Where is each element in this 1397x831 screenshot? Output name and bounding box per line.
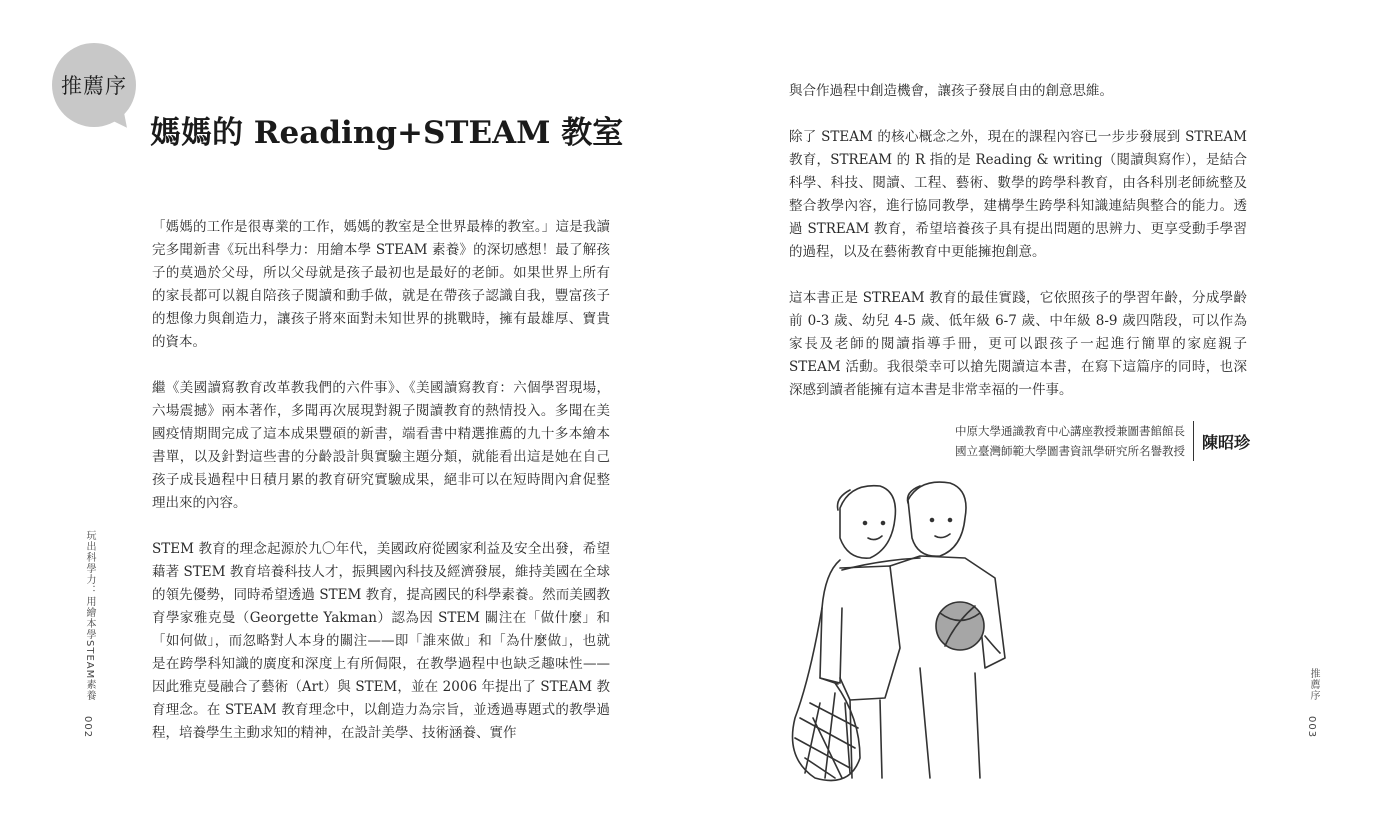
author-signature [930,421,1250,461]
two-boys-illustration-icon [780,478,1030,788]
section-sidebar: 推薦序 [1308,668,1319,701]
right-column [789,80,1247,425]
author-name: 陳昭珍 [1201,432,1250,452]
page-title: 媽媽的 Reading+STEAM 教室 [150,115,624,151]
paragraph: 「媽媽的工作是很專業的工作，媽媽的教室是全世界最棒的教室。」這是我讀完多聞新書《玩出科學力：用繪本學 STEAM 素養》的深切感想！最了解孩子的莫過於父母，所以父母就是孩子最初也是最好的老師。如果世界上所有的家長都可以親自陪孩子閱讀和動手做，就是在帶孩子認識自我，豐富孩子的想像力與創造力，讓孩子將來面對未知世界的挑戰時，擁有最雄厚、寶貴的資本。 [152,219,610,350]
book-title-sidebar: 玩出科學力：用繪本學STEAM素養 [84,530,95,702]
left-column [152,216,610,768]
author-titles [955,421,1194,461]
paragraph: 繼《美國讀寫教育改革教我們的六件事》、《美國讀寫教育：六個學習現場，六場震撼》兩本著作，多聞再次展現對親子閱讀教育的熱情投入。多聞在美國疫情期間完成了這本成果豐碩的新書，端看書中精選推薦的九十多本繪本書單，以及針對這些書的分齡設計與實驗主題分類，就能看出這是她在自己孩子成長過程中日積月累的教育研究實驗成果，絕非可以在短時間內倉促整理出來的內容。 [152,380,610,511]
page-number-left: 002 [82,716,93,739]
paragraph: 除了 STEAM 的核心概念之外，現在的課程內容已一步步發展到 STREAM 教育，STREAM 的 R 指的是 Reading & writing（閱讀與寫作），是結合科學、科技、閱讀、工程、藝術、數學的跨學科教育，由各科別老師統整及整合教學內容，進行協同教學，建構學生跨學科知識連結與整合的能力。透過 STREAM 教育，希望培養孩子具有提出問題的思辨力、更享受動手學習的過程，以及在藝術教育中更能擁抱創意。 [789,129,1247,260]
page-number-right: 003 [1306,716,1317,739]
paragraph: 與合作過程中創造機會，讓孩子發展自由的創意思維。 [789,83,1113,99]
author-title-line: 中原大學通識教育中心講座教授兼圖書館館長 [954,424,1185,438]
paragraph: 這本書正是 STREAM 教育的最佳實踐，它依照孩子的學習年齡，分成學齡前 0-3 歲、幼兒 4-5 歲、低年級 6-7 歲、中年級 8-9 歲四階段，可以作為家長及老師的閱讀指導手冊，更可以跟孩子一起進行簡單的家庭親子 STEAM 活動。我很榮幸可以搶先閱讀這本書，在寫下這篇序的同時，也深深感到讀者能擁有這本書是非常幸福的一件事。 [789,290,1247,398]
author-title-line: 國立臺灣師範大學圖書資訊學研究所名譽教授 [954,444,1185,458]
paragraph: STEM 教育的理念起源於九〇年代，美國政府從國家利益及安全出發，希望藉著 STEM 教育培養科技人才，振興國內科技及經濟發展，維持美國在全球的領先優勢，同時希望透過 STEM 教育，提高國民的科學素養。然而美國教育學家雅克曼（Georgette Yakman）認為因 STEM 關注在「做什麼」和「如何做」，而忽略對人本身的關注——即「誰來做」和「為什麼做」，也就是在跨學科知識的廣度和深度上有所侷限，在教學過程中也缺乏趣味性——因此雅克曼融合了藝術（Art）與 STEM，並在 2006 年提出了 STEAM 教育理念。在 STEAM 教育理念中，以創造力為宗旨，並透過專題式的教學過程，培養學生主動求知的精神，在設計美學、技術涵養、實作 [152,541,610,741]
badge-label: 推薦序 [61,74,127,98]
